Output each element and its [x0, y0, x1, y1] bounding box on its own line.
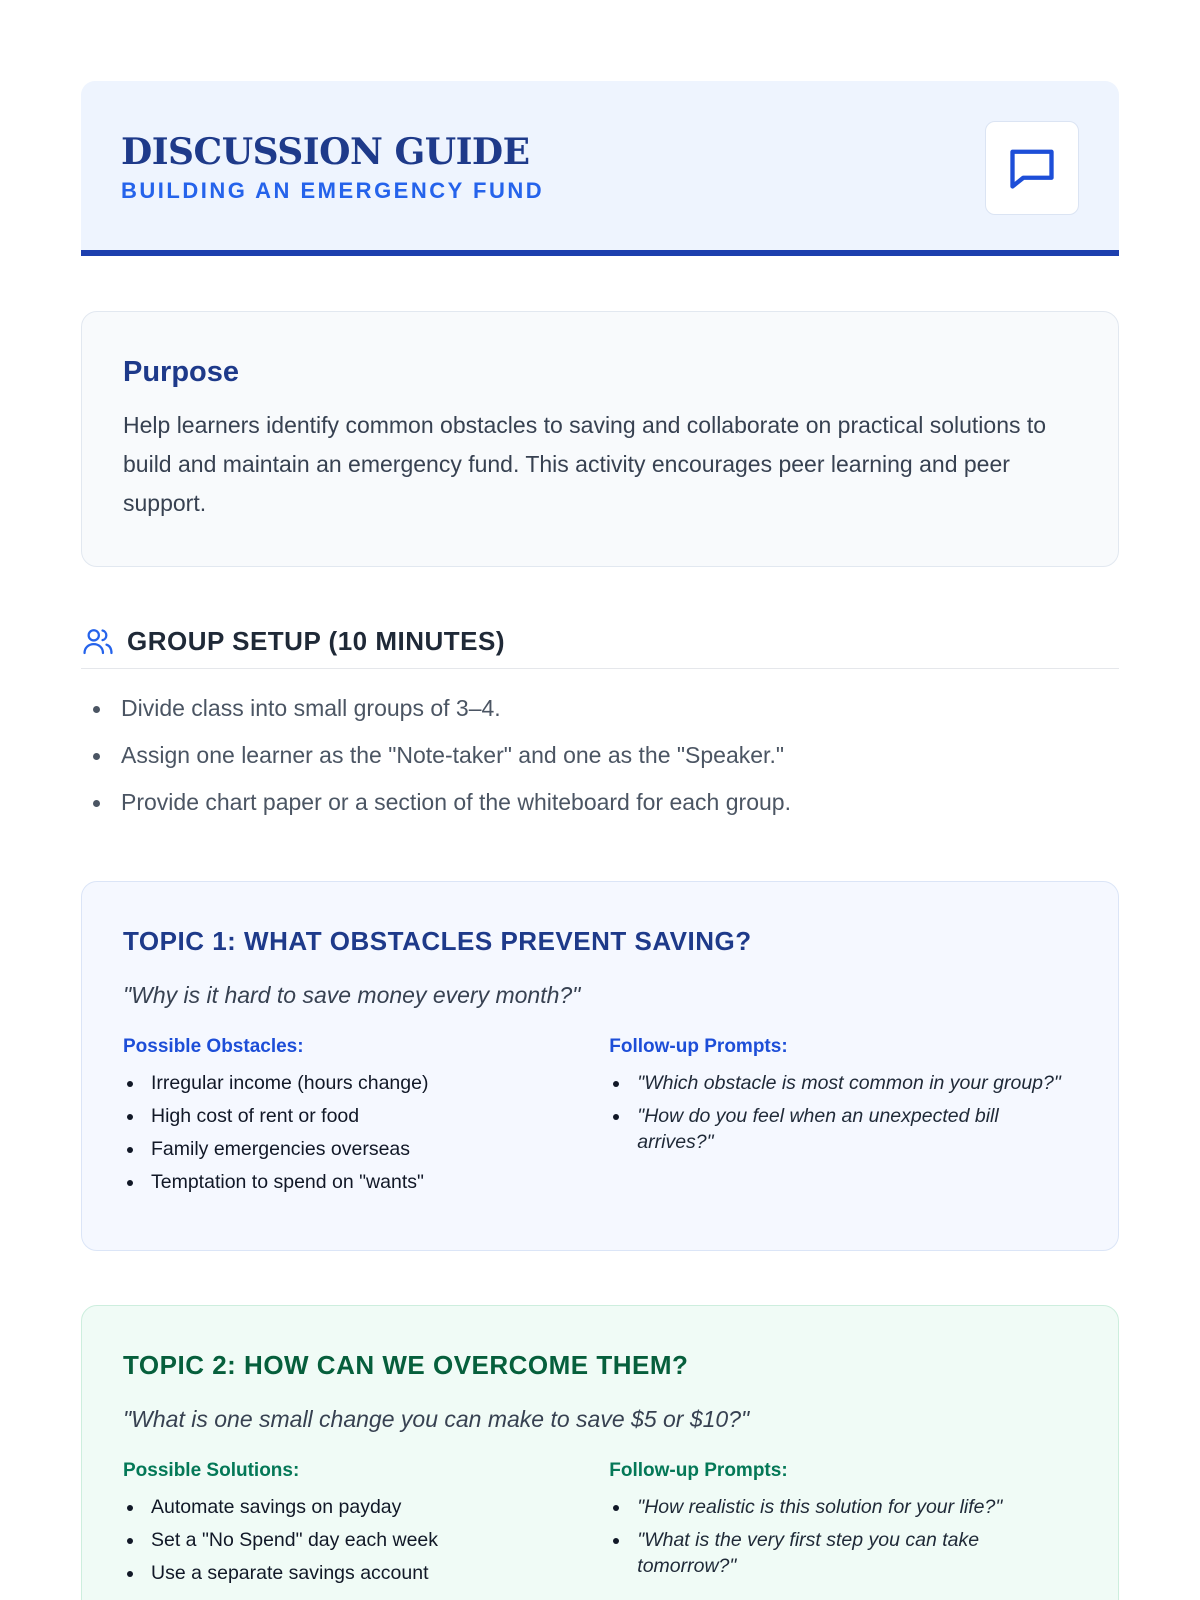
list-item: "How do you feel when an unexpected bill arrives?" [609, 1103, 1078, 1155]
purpose-text: Help learners identify common obstacles to saving and collaborate on practical solutions to build and maintain an emergency fund. This activity encourages peer learning and peer support. [123, 412, 1047, 516]
purpose-heading: Purpose [123, 356, 240, 388]
page-title: DISCUSSION GUIDE [121, 131, 530, 173]
list-item: "How realistic is this solution for your life?" [609, 1494, 1078, 1520]
topic-1-prompts-column [609, 1034, 1078, 1202]
group-setup-header [81, 624, 1119, 669]
topic-1-card [81, 881, 1119, 1251]
obstacles-column [123, 1034, 609, 1202]
chat-bubble-icon [1006, 142, 1058, 194]
group-setup-list [81, 685, 1119, 826]
topic-1-prompts-heading: Follow-up Prompts: [609, 1036, 788, 1057]
topic-1-title: TOPIC 1: WHAT OBSTACLES PREVENT SAVING? [123, 926, 752, 956]
list-item: "What is the very first step you can take tomorrow?" [609, 1527, 1078, 1579]
header-banner [81, 81, 1119, 256]
list-item: Temptation to spend on "wants" [123, 1169, 609, 1195]
group-setup-title: GROUP SETUP (10 MINUTES) [127, 626, 505, 656]
list-item: Divide class into small groups of 3–4. [81, 685, 1119, 732]
topic-2-prompts-list [609, 1494, 1078, 1579]
list-item: Irregular income (hours change) [123, 1070, 609, 1096]
purpose-card [81, 311, 1119, 567]
solutions-list [123, 1494, 609, 1586]
page-subtitle: BUILDING AN EMERGENCY FUND [121, 178, 545, 203]
users-icon [81, 624, 115, 658]
list-item: "Which obstacle is most common in your group?" [609, 1070, 1078, 1096]
list-item: Automate savings on payday [123, 1494, 609, 1520]
chat-bubble-icon-box [985, 121, 1079, 215]
list-item: Assign one learner as the "Note-taker" and one as the "Speaker." [81, 732, 1119, 779]
solutions-column [123, 1458, 609, 1593]
obstacles-heading: Possible Obstacles: [123, 1036, 304, 1057]
topic-1-columns [123, 1034, 1078, 1202]
list-item: Family emergencies overseas [123, 1136, 609, 1162]
topic-2-card [81, 1305, 1119, 1600]
topic-2-title: TOPIC 2: HOW CAN WE OVERCOME THEM? [123, 1350, 689, 1380]
list-item: Use a separate savings account [123, 1560, 609, 1586]
solutions-heading: Possible Solutions: [123, 1460, 300, 1481]
topic-2-prompts-heading: Follow-up Prompts: [609, 1460, 788, 1481]
topic-2-prompts-column [609, 1458, 1078, 1593]
topic-2-columns [123, 1458, 1078, 1593]
obstacles-list [123, 1070, 609, 1195]
list-item: Set a "No Spend" day each week [123, 1527, 609, 1553]
topic-1-prompts-list [609, 1070, 1078, 1155]
list-item: Provide chart paper or a section of the whiteboard for each group. [81, 779, 1119, 826]
topic-2-question: "What is one small change you can make to save $5 or $10?" [123, 1406, 750, 1432]
topic-1-question: "Why is it hard to save money every month?" [123, 982, 581, 1008]
list-item: High cost of rent or food [123, 1103, 609, 1129]
